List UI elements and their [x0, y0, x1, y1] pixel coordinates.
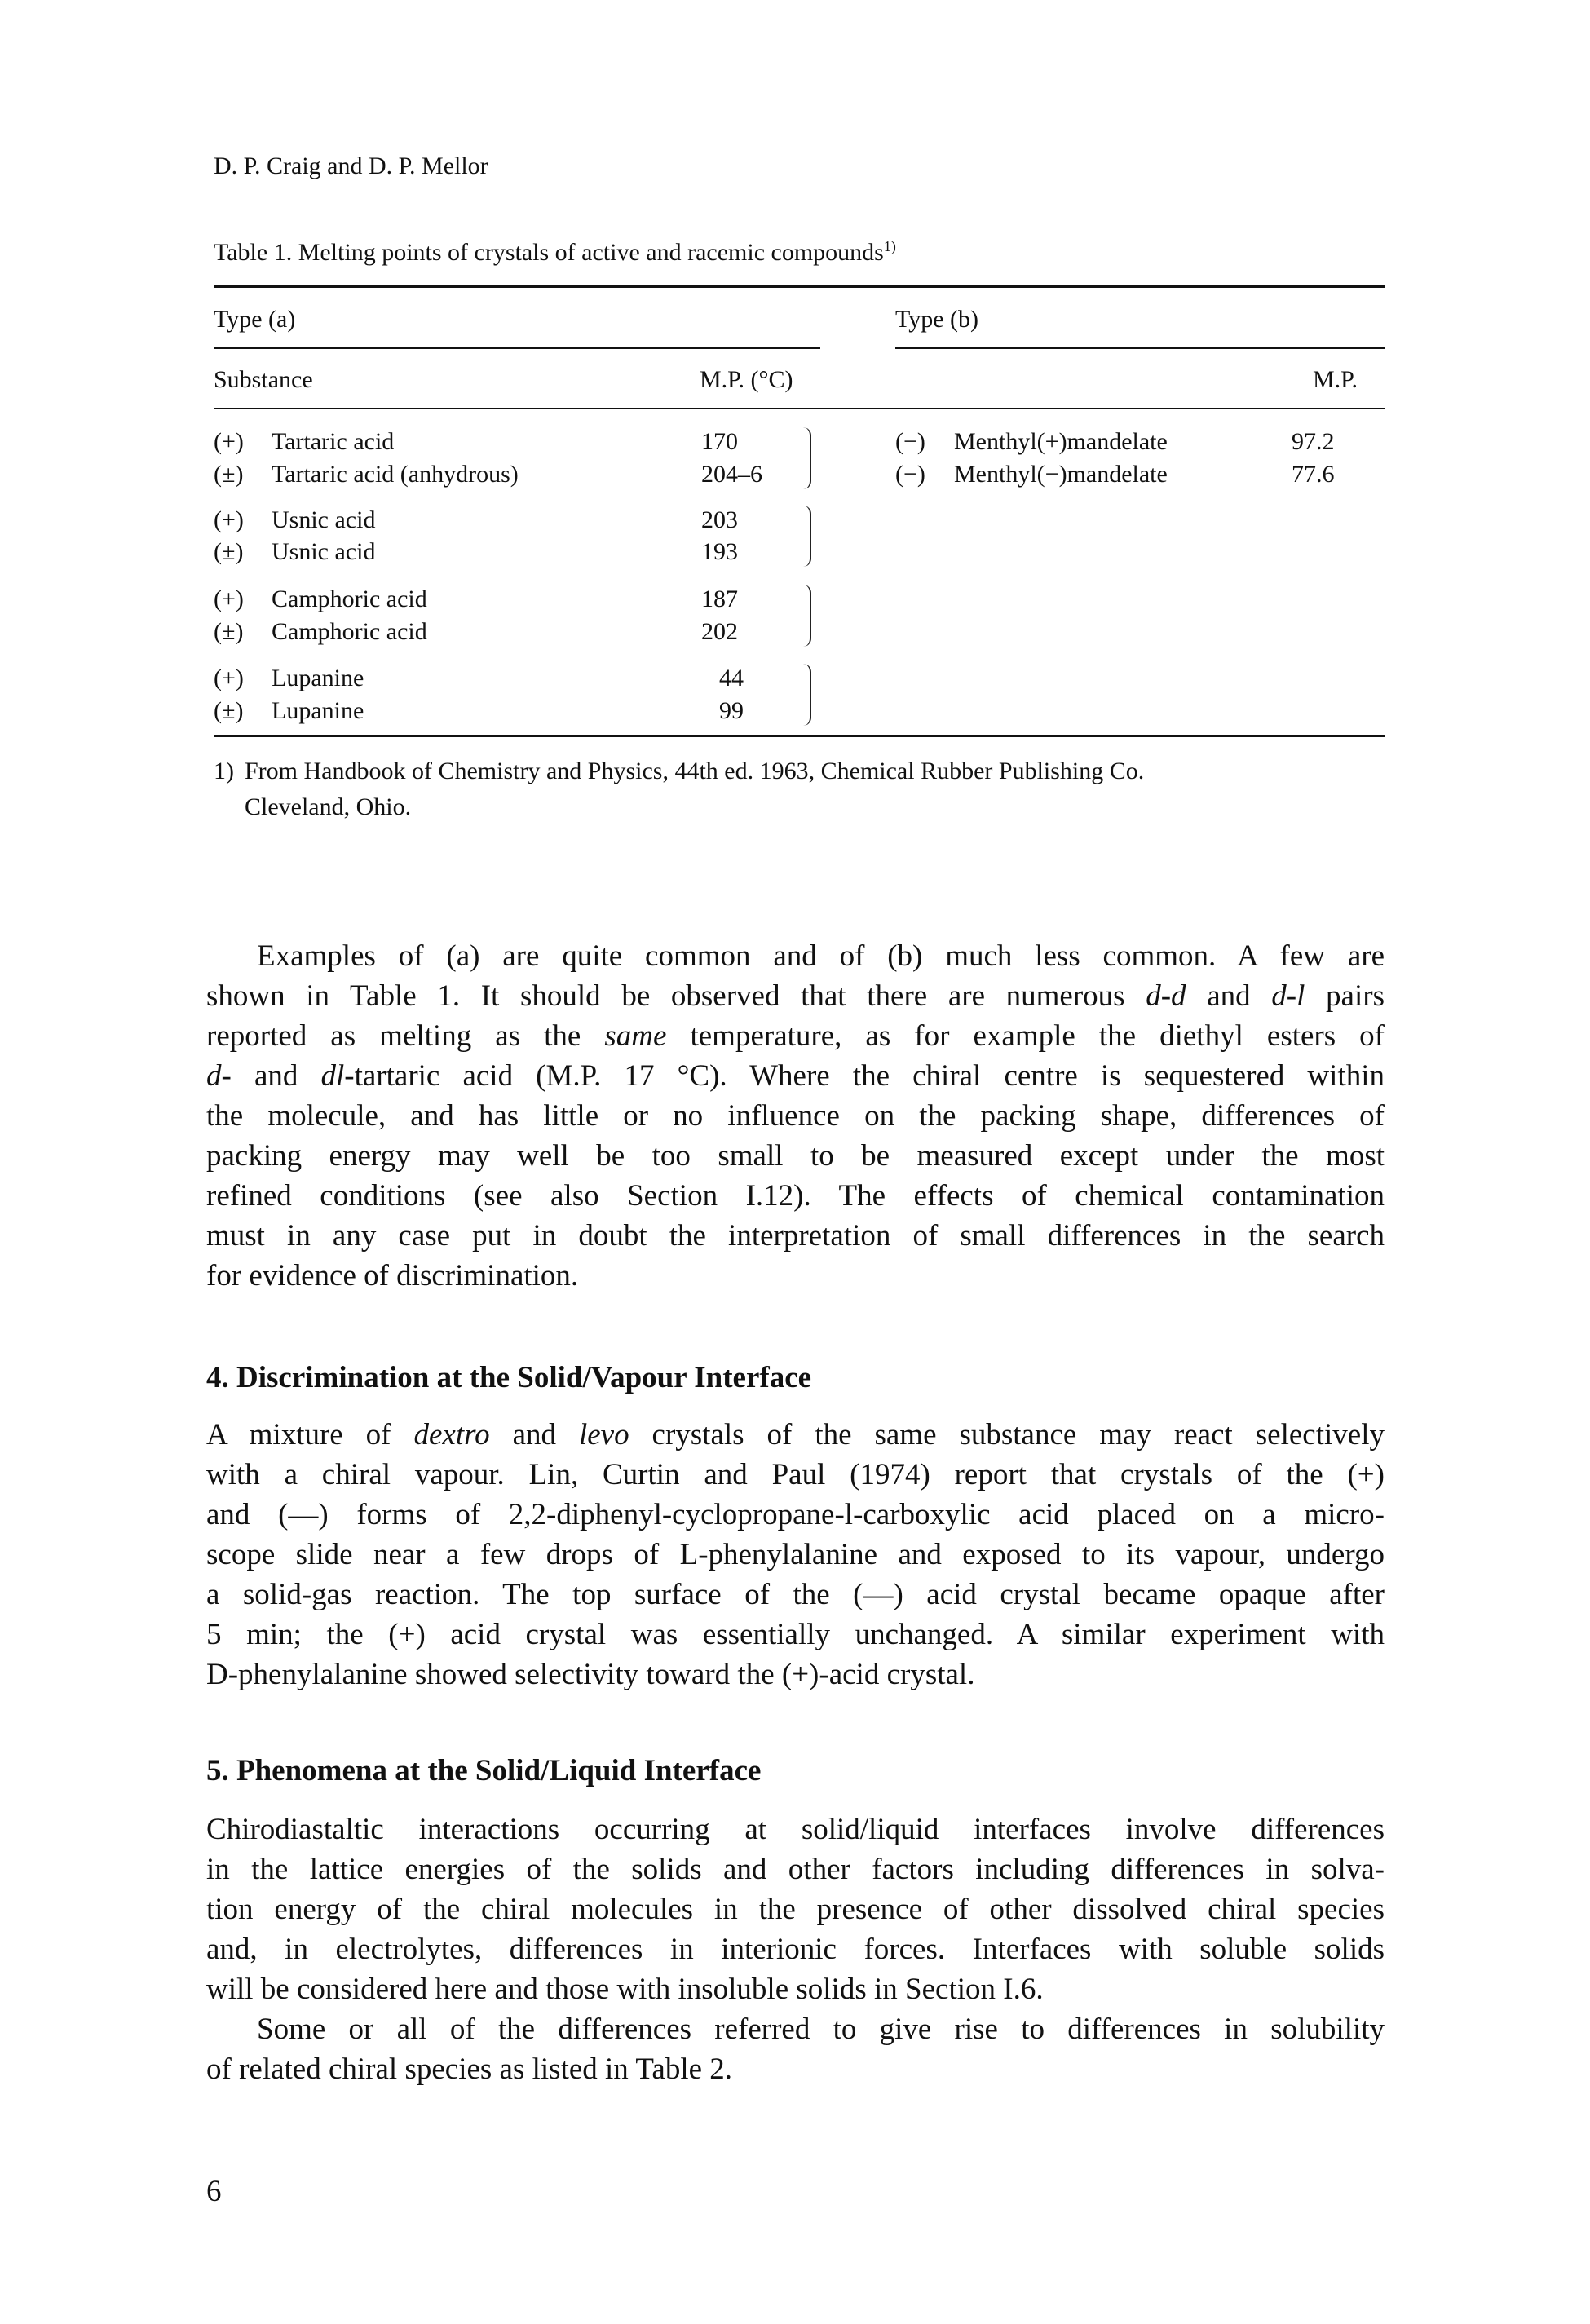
substance-name: Usnic acid: [272, 538, 376, 565]
text-line: [206, 1136, 1385, 1176]
melting-point: 202: [701, 618, 738, 645]
text-run: shown in Table 1. It should be observed that there are numerous: [206, 979, 1146, 1013]
italic-term: dextro: [413, 1418, 490, 1451]
melting-point: 204–6: [701, 461, 762, 488]
text-run: of related chiral species as listed in Table 2.: [206, 2052, 733, 2086]
text-line: [206, 1535, 1385, 1575]
pair-brace: [803, 664, 811, 726]
text-run: Some or all of the differences referred to give rise to differences in solubility: [257, 2013, 1385, 2046]
text-run: A mixture of: [206, 1418, 414, 1451]
text-line: [206, 1415, 1385, 1455]
running-header: D. P. Craig and D. P. Mellor: [214, 152, 488, 179]
type-a-label: Type (a): [214, 306, 296, 333]
text-run: in the lattice energies of the solids and other factors including differences in solva-: [206, 1853, 1385, 1886]
text-line: [206, 1615, 1385, 1655]
substance-name: Lupanine: [272, 665, 364, 691]
substance-sign: (+): [214, 428, 244, 455]
melting-point: 97.2: [1292, 428, 1335, 455]
melting-point: 203: [701, 506, 738, 533]
text-run: for evidence of discrimination.: [206, 1259, 579, 1292]
substance-sign: (±): [214, 697, 244, 724]
paragraph-solid-liquid: [206, 1809, 1385, 2009]
text-run: the molecule, and has little or no influence on the packing shape, differences of: [206, 1099, 1385, 1133]
footnote-line-2: Cleveland, Ohio.: [245, 793, 412, 820]
text-run: must in any case put in doubt the interpretation of small differences in the search: [206, 1219, 1385, 1253]
substance-sign: (+): [214, 506, 244, 533]
text-run: scope slide near a few drops of L-phenylalanine and exposed to its vapour, undergo: [206, 1538, 1385, 1571]
text-line: [206, 1016, 1385, 1056]
footnote-line-1: From Handbook of Chemistry and Physics, 44th ed. 1963, Chemical Rubber Publishing Co.: [245, 758, 1145, 784]
text-line: [206, 1929, 1385, 1969]
type-b-rule: [895, 347, 1385, 349]
text-run: and: [231, 1059, 321, 1093]
italic-term: dl: [320, 1059, 345, 1093]
text-run: and: [489, 1418, 579, 1451]
italic-term: d-l: [1271, 979, 1305, 1013]
table-caption: [214, 232, 896, 267]
text-line: [206, 1176, 1385, 1216]
text-line: [206, 1575, 1385, 1615]
italic-term: d-d: [1146, 979, 1186, 1013]
text-line: [206, 2009, 1385, 2049]
text-run: will be considered here and those with insoluble solids in Section I.6.: [206, 1973, 1044, 2006]
text-run: Examples of (a) are quite common and of (b) much less common. A few are: [257, 939, 1385, 973]
italic-term: levo: [578, 1418, 629, 1451]
melting-point: 187: [701, 585, 738, 612]
pair-brace: [803, 427, 811, 489]
type-b-label: Type (b): [895, 306, 979, 333]
text-run: and: [1186, 979, 1272, 1013]
substance-name: Camphoric acid: [272, 585, 427, 612]
text-run: -tartaric acid (M.P. 17 °C). Where the chiral centre is sequestered within: [344, 1059, 1385, 1093]
header-rule: [214, 408, 1385, 409]
substance-name: Tartaric acid (anhydrous): [272, 461, 519, 488]
pair-brace: [803, 506, 811, 567]
text-run: refined conditions (see also Section I.12). The effects of chemical contamination: [206, 1179, 1385, 1213]
text-line: [206, 1969, 1385, 2009]
paragraph-solubility: [206, 2009, 1385, 2089]
type-a-rule: [214, 347, 820, 349]
pair-brace: [803, 585, 811, 647]
substance-sign: (±): [214, 538, 244, 565]
substance-name: Camphoric acid: [272, 618, 427, 645]
text-line: [206, 1256, 1385, 1296]
table-bottom-rule: [214, 735, 1385, 737]
text-run: reported as melting as the: [206, 1019, 605, 1053]
text-run: Chirodiastaltic interactions occurring at solid/liquid interfaces involve differences: [206, 1813, 1385, 1846]
text-run: tion energy of the chiral molecules in the presence of other dissolved chiral species: [206, 1893, 1385, 1926]
text-run: with a chiral vapour. Lin, Curtin and Paul (1974) report that crystals of the (+): [206, 1458, 1385, 1491]
text-line: [206, 1056, 1385, 1096]
text-line: [206, 1889, 1385, 1929]
text-run: pairs: [1305, 979, 1385, 1013]
melting-point: 99: [719, 697, 744, 724]
melting-point: 44: [719, 665, 744, 691]
section-4-heading: 4. Discrimination at the Solid/Vapour Interface: [206, 1361, 812, 1394]
text-run: 5 min; the (+) acid crystal was essentially unchanged. A similar experiment with: [206, 1618, 1385, 1651]
text-line: [206, 1495, 1385, 1535]
substance-sign: (±): [214, 461, 244, 488]
substance-name: Tartaric acid: [272, 428, 395, 455]
text-line: [206, 2049, 1385, 2089]
substance-name: Menthyl(+)mandelate: [954, 428, 1168, 455]
text-run: packing energy may well be too small to be measured except under the most: [206, 1139, 1385, 1173]
substance-sign: (+): [214, 585, 244, 612]
col-mp-a-header: M.P. (°C): [700, 366, 793, 393]
italic-term: d-: [206, 1059, 232, 1093]
substance-sign: (−): [895, 428, 925, 455]
substance-sign: (+): [214, 665, 244, 691]
col-substance-header: Substance: [214, 366, 313, 393]
melting-point: 170: [701, 428, 738, 455]
paragraph-solid-vapour: [206, 1415, 1385, 1694]
text-line: [206, 1849, 1385, 1889]
text-run: crystals of the same substance may react selectively: [629, 1418, 1385, 1451]
page-number: 6: [206, 2175, 222, 2208]
melting-point: 193: [701, 538, 738, 565]
footnote-mark: 1): [214, 758, 234, 784]
substance-sign: (−): [895, 461, 925, 488]
text-run: temperature, as for example the diethyl esters of: [666, 1019, 1385, 1053]
text-run: and, in electrolytes, differences in interionic forces. Interfaces with soluble solids: [206, 1933, 1385, 1966]
col-mp-b-header: M.P.: [1312, 366, 1358, 393]
substance-name: Usnic acid: [272, 506, 376, 533]
table-caption-text: Table 1. Melting points of crystals of active and racemic compounds: [214, 239, 884, 266]
substance-name: Menthyl(−)mandelate: [954, 461, 1168, 488]
text-line: [206, 1096, 1385, 1136]
text-line: [206, 1655, 1385, 1694]
text-line: [206, 1216, 1385, 1256]
table-top-rule: [214, 285, 1385, 288]
caption-footnote-mark: 1): [883, 238, 896, 254]
text-line: [206, 976, 1385, 1016]
substance-sign: (±): [214, 618, 244, 645]
text-run: D-phenylalanine showed selectivity toward the (+)-acid crystal.: [206, 1658, 975, 1691]
melting-point: 77.6: [1292, 461, 1335, 488]
section-5-heading: 5. Phenomena at the Solid/Liquid Interface: [206, 1754, 762, 1787]
text-run: and (—) forms of 2,2-diphenyl-cyclopropane-l-carboxylic acid placed on a micro-: [206, 1498, 1385, 1531]
text-run: a solid-gas reaction. The top surface of the (—) acid crystal became opaque after: [206, 1578, 1385, 1611]
text-line: [206, 1809, 1385, 1849]
text-line: [206, 1455, 1385, 1495]
substance-name: Lupanine: [272, 697, 364, 724]
italic-term: same: [604, 1019, 667, 1053]
paragraph-examples: [206, 936, 1385, 1296]
text-line: [206, 936, 1385, 976]
